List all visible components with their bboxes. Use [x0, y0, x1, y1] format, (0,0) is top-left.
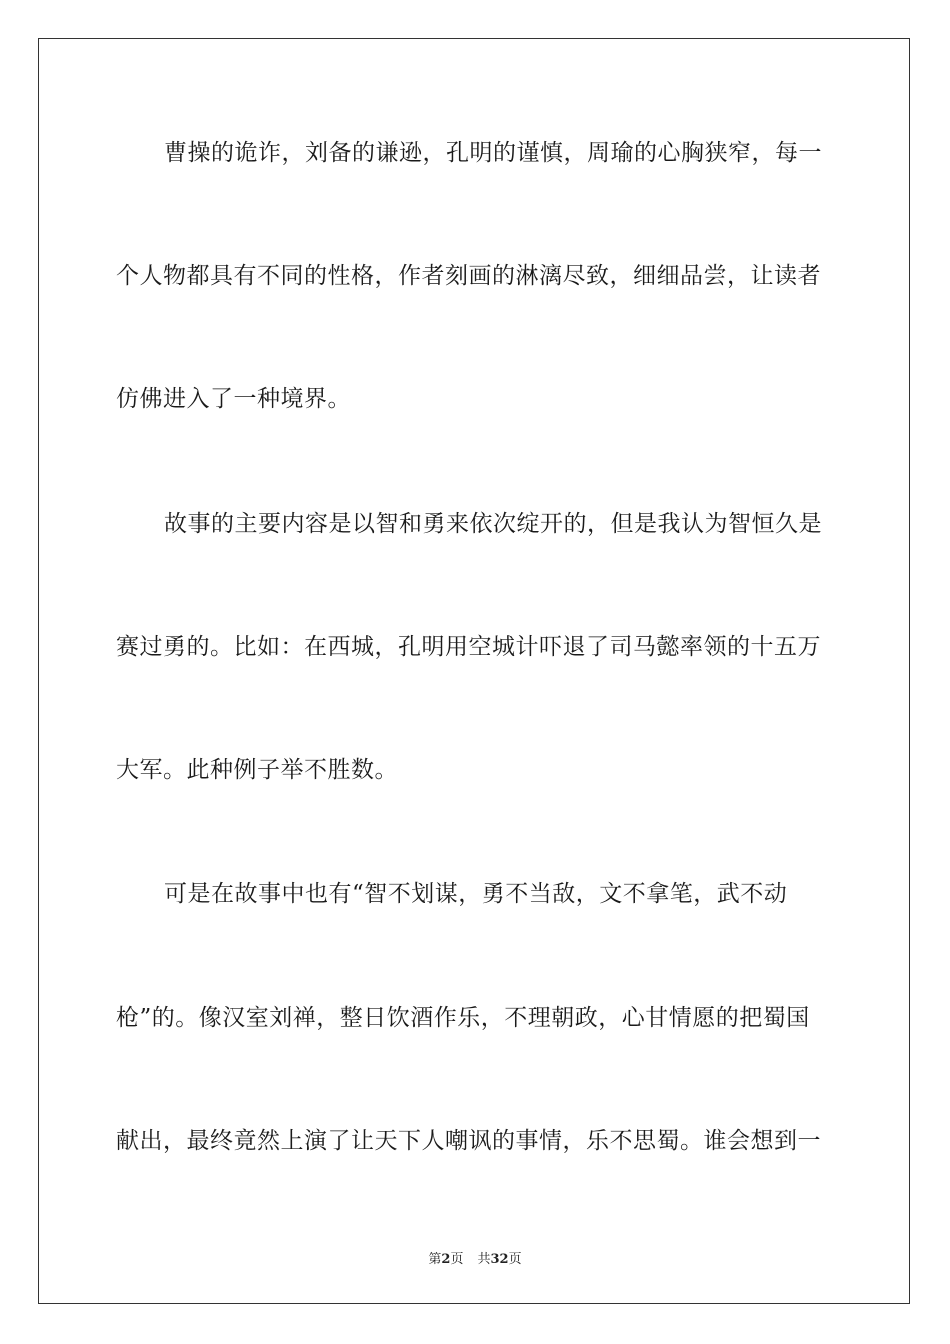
footer-page-number: 2 [441, 1252, 451, 1267]
paragraph-2-line-3: 大军。此种例子举不胜数。 [116, 757, 398, 783]
paragraph-2-line-1: 故事的主要内容是以智和勇来依次绽开的，但是我认为智恒久是 [164, 511, 822, 537]
page-footer [0, 1248, 950, 1267]
footer-page-prefix: 第 [428, 1252, 442, 1267]
paragraph-3-line-2: 枪”的。像汉室刘禅，整日饮酒作乐，不理朝政，心甘情愿的把蜀国 [116, 1005, 810, 1031]
paragraph-1-line-1: 曹操的诡诈，刘备的谦逊，孔明的谨慎，周瑜的心胸狭窄，每一 [164, 140, 822, 166]
footer-total-pages: 32 [490, 1252, 509, 1267]
page-border [38, 38, 910, 1304]
footer-total-suffix: 页 [508, 1252, 522, 1267]
paragraph-3-line-3: 献出，最终竟然上演了让天下人嘲讽的事情，乐不思蜀。谁会想到一 [116, 1128, 821, 1154]
paragraph-3-line-1: 可是在故事中也有“智不划谋，勇不当敌，文不拿笔，武不动 [164, 881, 788, 907]
paragraph-1-line-3: 仿佛进入了一种境界。 [116, 386, 351, 412]
footer-total-prefix: 共 [477, 1252, 491, 1267]
paragraph-2-line-2: 赛过勇的。比如：在西城，孔明用空城计吓退了司马懿率领的十五万 [116, 634, 821, 660]
paragraph-1-line-2: 个人物都具有不同的性格，作者刻画的淋漓尽致，细细品尝，让读者 [116, 263, 821, 289]
footer-page-suffix: 页 [450, 1252, 464, 1267]
